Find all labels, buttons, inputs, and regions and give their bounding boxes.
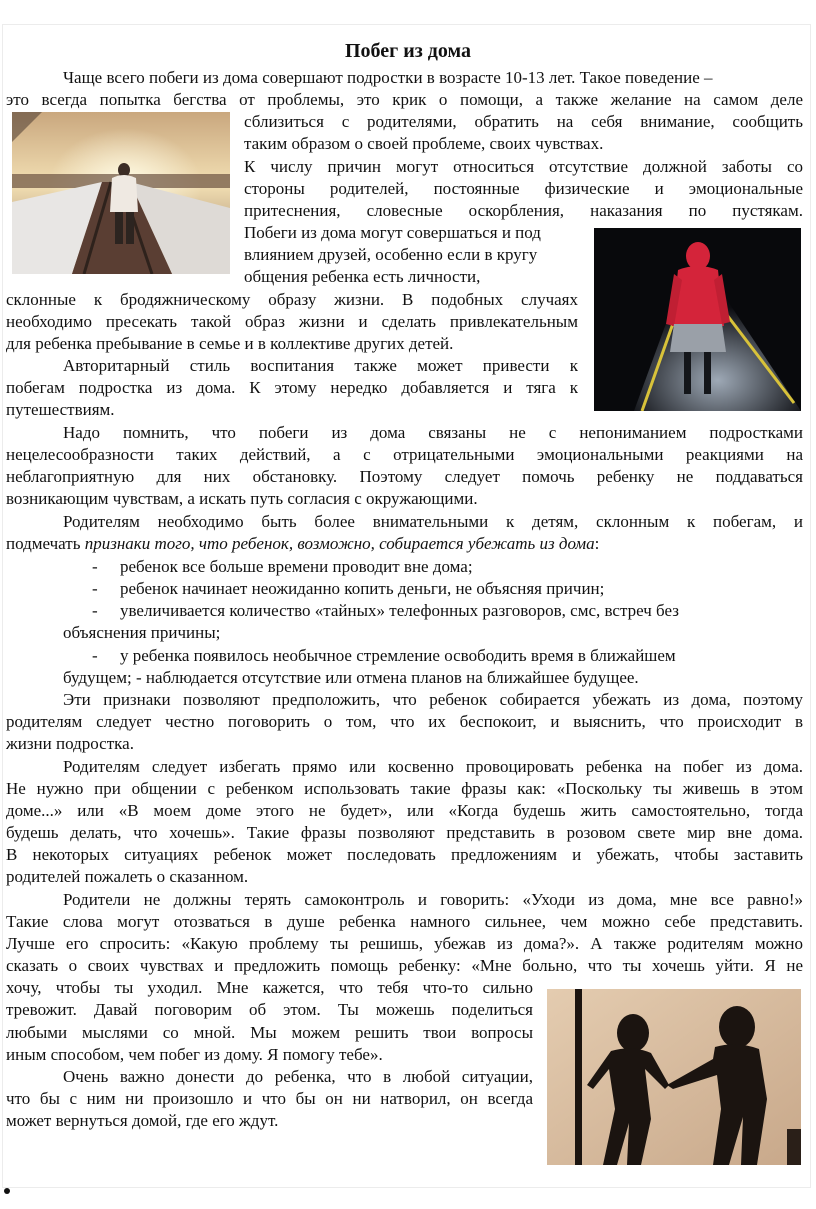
text-line: побегам подростка из дома. К этому нередко добавляется и тяга к [6,378,578,397]
text-line: сблизиться с родителями, обратить на себя внимание, сообщить [244,112,803,131]
signs-intro-line [6,533,599,555]
text-line: влиянием друзей, особенно если в кругу [244,245,538,264]
text-line: Чаще всего побеги из дома совершают подростки в возрасте 10-13 лет. Такое поведение – [63,68,713,87]
text-line: Родители не должны терять самоконтроль и говорить: «Уходи из дома, мне все равно!» [63,890,803,909]
list-item: ребенок все больше времени проводит вне дома; [120,557,473,576]
text-line: может вернуться домой, где его ждут. [6,1111,279,1130]
text-line: стороны родителей, постоянные физические и эмоциональные [244,179,803,198]
list-item: ребенок начинает неожиданно копить деньги, не объясняя причин; [120,579,605,598]
text-line: Родителям необходимо быть более внимательными к детям, склонным к побегам, и [63,512,803,531]
bullet-dot [4,1188,10,1194]
page-title: Побег из дома [344,40,472,62]
text-line: будешь делать, что хочешь». Такие фразы позволяют представить в розовом свете мир вне дома. [6,823,803,842]
text-line: любыми мыслями со мной. Мы можем решить твои вопросы [6,1023,533,1042]
photo-shadow-silhouettes [547,989,801,1165]
text-line: иным способом, чем побег из дому. Я помогу тебе». [6,1045,383,1064]
list-item: увеличивается количество «тайных» телефонных разговоров, смс, встреч без [120,601,679,620]
signs-intro-colon: : [594,534,600,553]
text-line: родителям следует честно поговорить о том, что их беспокоит, и выяснить, что происходит в [6,712,803,731]
signs-intro-italic: признаки того, что ребенок, возможно, собирается убежать из дома [84,534,595,553]
text-line: притеснения, словесные оскорбления, наказания по пустякам. [244,201,803,220]
text-line: Авторитарный стиль воспитания также может привести к [63,356,578,375]
text-line: Побеги из дома могут совершаться и под [244,223,541,242]
text-line: это всегда попытка бегства от проблемы, это крик о помощи, а также желание на самом деле [6,90,803,109]
text-line: необходимо пресекать такой образ жизни и сделать привлекательным [6,312,578,331]
list-dash: - [92,579,98,598]
text-line: Очень важно донести до ребенка, что в любой ситуации, [63,1067,533,1086]
signs-intro-text: подмечать [6,534,85,553]
text-line: Надо помнить, что побеги из дома связаны не с непониманием подростками [63,423,803,442]
text-line: тревожит. Давай поговорим об этом. Ты можешь поделиться [6,1000,533,1019]
text-line: Не нужно при общении с ребенком использовать такие фразы как: «Поскольку ты живешь в этом [6,779,803,798]
text-line: нецелесообразности таких действий, а с отрицательными эмоциональными реакциями на [6,445,803,464]
text-line: склонные к бродяжническому образу жизни. В подобных случаях [6,290,578,309]
list-dash: - [92,601,98,620]
list-dash: - [92,557,98,576]
text-line: Лучше его спросить: «Какую проблему ты решишь, убежав из дома?». А также родителям можно [6,934,803,953]
text-line: сказать о своих чувствах и предложить помощь ребенку: «Мне больно, что ты хочешь уйти. Я не [6,956,803,975]
text-line: Эти признаки позволяют предположить, что ребенок собирается убежать из дома, поэтому [63,690,803,709]
list-item-continuation: будущем; - наблюдается отсутствие или отмена планов на ближайшее будущее. [63,668,639,687]
text-line: общения ребенка есть личности, [244,267,481,286]
text-line: родителей пожалеть о сказанном. [6,867,249,886]
text-line: путешествиям. [6,400,115,419]
text-line: Такие слова могут отозваться в душе ребенка намного сильнее, чем можно себе представить. [6,912,803,931]
text-line: доме...» или «В моем доме этого не будет», или «Когда будешь жить самостоятельно, тогда [6,801,803,820]
photo-girl-red-hoodie [594,228,801,411]
text-line: В некоторых ситуациях ребенок может последовать предложениям и убежать, чтобы заставить [6,845,803,864]
text-line: К числу причин могут относиться отсутствие должной заботы со [244,157,803,176]
list-item: у ребенка появилось необычное стремление освободить время в ближайшем [120,646,676,665]
text-line: таким образом о своей проблеме, своих чувствах. [244,134,604,153]
text-line: хочу, чтобы ты уходил. Мне кажется, что тебя что-то сильно [6,978,533,997]
text-line: Родителям следует избегать прямо или косвенно провоцировать ребенка на побег из дома. [63,757,803,776]
photo-railway-teen [12,112,230,274]
text-line: для ребенка пребывание в семье и в коллективе других детей. [6,334,454,353]
list-dash: - [92,646,98,665]
text-line: возникающим чувствам, а искать путь согласия с окружающими. [6,489,478,508]
list-item-continuation: объяснения причины; [63,623,221,642]
text-line: неблагоприятную для них обстановку. Поэтому следует помочь ребенку не поддаваться [6,467,803,486]
text-line: жизни подростка. [6,734,134,753]
text-line: что бы с ним ни произошло и что бы он ни натворил, он всегда [6,1089,533,1108]
